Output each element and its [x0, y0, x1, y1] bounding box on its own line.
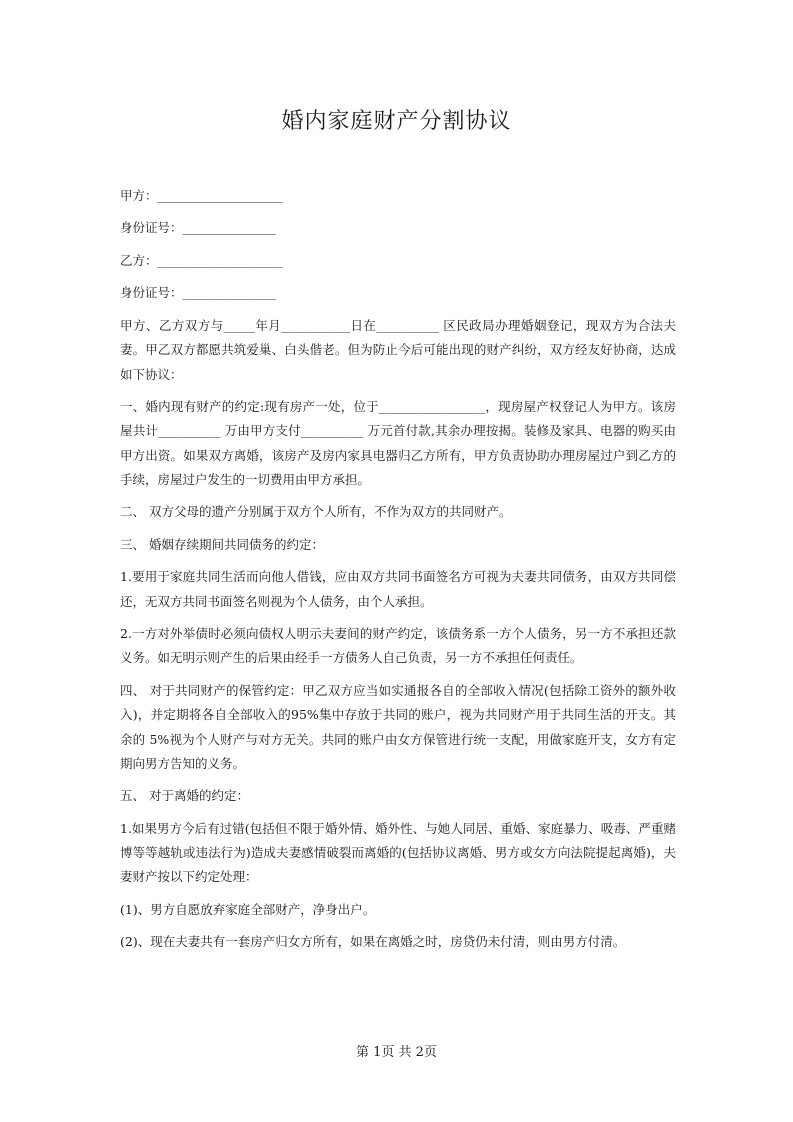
- clause-5-heading: 五、 对于离婚的约定：: [120, 788, 249, 804]
- clause-2-inheritance: 二、 双方父母的遗产分别属于双方个人所有，不作为双方的共同财产。: [120, 504, 512, 520]
- clause-1-property: 一、婚内现有财产的约定:现有房产一处，位于_________________，现房屋产权登记人为甲方。该房屋共计__________ 万由甲方支付__________ 万元首付款,其余办理按揭。装修及家具、电器的购买由甲方出资。如果双方离婚，该房产及房内家具电器归乙方所有，甲方负责协助办理房屋过户到乙方的手续，房屋过户发生的一切费用由甲方承担。: [120, 399, 676, 487]
- clause-4-custody: 四、 对于共同财产的保管约定：甲乙双方应当如实通报各自的全部收入情况(包括除工资外的额外收入)，并定期将各自全部收入的95%集中存放于共同的账户，视为共同财产用于共同生活的开支。其余的 5%视为个人财产与对方无关。共同的账户由女方保管进行统一支配，用做家庭开支，女方有定期向男方告知的义务。: [120, 682, 676, 771]
- clause-5-subitem-1: (1)、男方自愿放弃家庭全部财产，净身出户。: [120, 901, 376, 917]
- clause-3-item-1: 1.要用于家庭共同生活而向他人借钱，应由双方共同书面签名方可视为夫妻共同债务，由双方共同偿还，无双方共同书面签名则视为个人债务，由个人承担。: [120, 569, 676, 609]
- preamble-paragraph: 甲方、乙方双方与_____年月___________日在__________ 区民政局办理婚姻登记，现双方为合法夫妻。甲乙双方都愿共筑爱巢、白头偕老。但为防止今后可能出现的财产纠纷，双方经友好协商，达成如下协议：: [120, 317, 676, 382]
- clause-3-heading: 三、 婚姻存续期间共同债务的约定：: [120, 536, 324, 552]
- clause-5-item-1: 1.如果男方今后有过错(包括但不限于婚外情、婚外性、与她人同居、重婚、家庭暴力、吸毒、严重赌博等等越轨或违法行为)造成夫妻感情破裂而离婚的(包括协议离婚、男方或女方向法院提起离婚)，夫妻财产按以下约定处理：: [120, 820, 676, 885]
- document-body: [120, 184, 676, 955]
- page-number: 第 1页 共 2页: [356, 1045, 437, 1060]
- party-b-line: 乙方：____________________: [120, 252, 283, 268]
- party-a-id-line: 身份证号：_______________: [120, 220, 277, 236]
- clause-3-item-2: 2.一方对外举债时必须向债权人明示夫妻间的财产约定，该债务系一方个人债务，另一方不承担还款义务。如无明示则产生的后果由经手一方债务人自己负责，另一方不承担任何责任。: [120, 626, 676, 666]
- document-title: 婚内家庭财产分割协议: [281, 109, 512, 134]
- clause-5-subitem-2: (2)、现在夫妻共有一套房产归女方所有，如果在离婚之时，房贷仍未付清，则由男方付清。: [120, 934, 626, 950]
- party-b-id-line: 身份证号：_______________: [120, 285, 277, 301]
- party-a-line: 甲方：____________________: [120, 188, 283, 203]
